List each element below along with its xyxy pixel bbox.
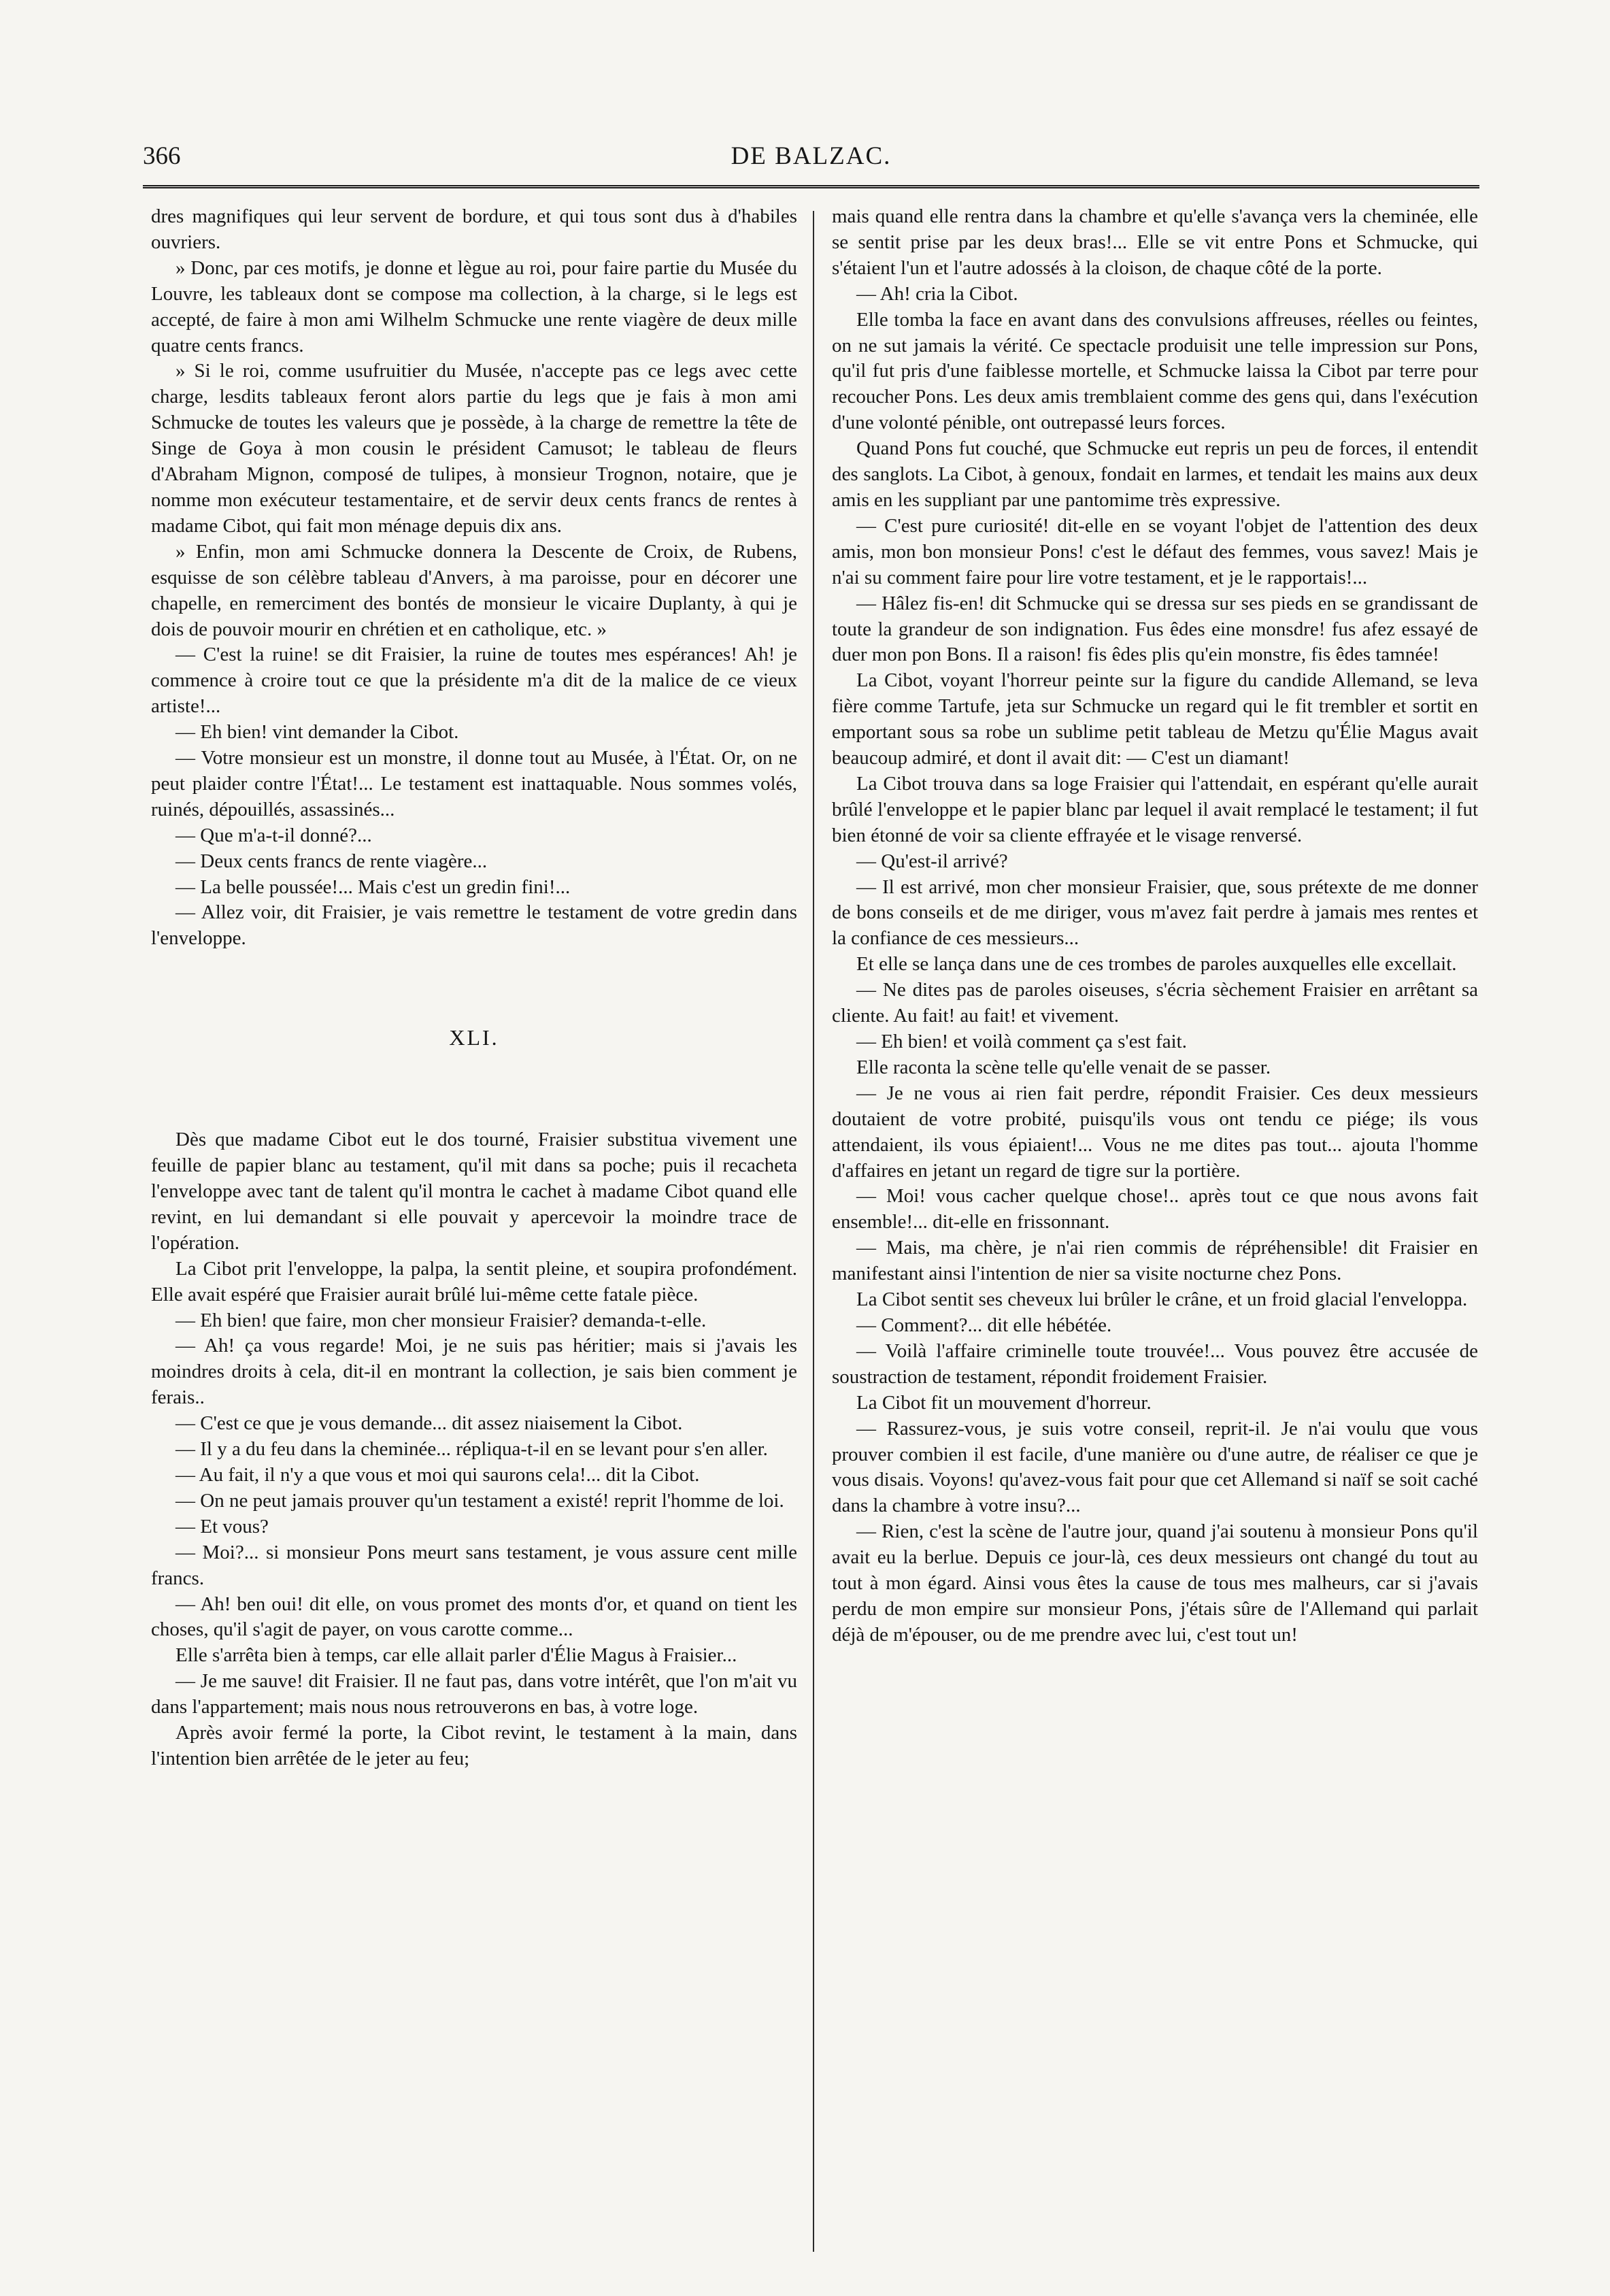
paragraph: — Eh bien! et voilà comment ça s'est fait. [856,1031,1187,1052]
paragraph: » Enfin, mon ami Schmucke donnera la Descente de Croix, de Rubens, esquisse de son célèbre tableau d'Anvers, à ma paroisse, pour en décorer une chapelle, en remerciment des bontés de monsieur le vicaire Duplanty, à qui je dois de pouvoir mourir en chrétien et en catholique, etc. » [151,540,797,640]
paragraph: — Votre monsieur est un monstre, il donne tout au Musée, à l'État. Or, on ne peut plaider contre l'État!... Le testament est inattaquable. Nous sommes volés, ruinés, dépouillés, assassinés... [151,747,797,820]
chapter-heading: XLI. [449,1025,499,1050]
paragraph: — Ah! cria la Cibot. [856,282,1018,305]
paragraph: Après avoir fermé la porte, la Cibot revint, le testament à la main, dans l'intention bien arrêtée de le jeter au feu; [151,1722,797,1769]
paragraph: Elle tomba la face en avant dans des convulsions affreuses, réelles ou feintes, on ne sut jamais la vérité. Ce spectacle produisit une telle impression sur Pons, qu'il fut pris d'une faiblesse mortelle, et Schmucke laissa la Cibot par terre pour recoucher Pons. Les deux amis tremblaient comme des gens qui, dans l'exécution d'une volonté pénible, ont outrepassé leurs forces. [832,308,1478,434]
paragraph: — Au fait, il n'y a que vous et moi qui saurons cela!... dit la Cibot. [175,1463,700,1486]
paragraph: Elle s'arrêta bien à temps, car elle allait parler d'Élie Magus à Fraisier... [175,1644,737,1667]
paragraph: — La belle poussée!... Mais c'est un gredin fini!... [175,876,571,898]
paragraph: Dès que madame Cibot eut le dos tourné, Fraisier substitua vivement une feuille de papier blanc au testament, qu'il mit dans sa poche; puis il recacheta l'enveloppe avec tant de talent qu'il montra le cachet à madame Cibot quand elle revint, en lui demandant si elle pouvait y apercevoir la moindre trace de l'opération. [151,1129,797,1254]
paragraph: — Moi! vous cacher quelque chose!.. après tout ce que nous avons fait ensemble!... dit-elle en frissonnant. [832,1185,1478,1233]
column-divider [813,211,814,2252]
paragraph: — Rien, c'est la scène de l'autre jour, quand j'ai soutenu à monsieur Pons qu'il avait eu la berlue. Depuis ce jour-là, ces deux messieurs ont changé du tout au tout à mon égard. Ainsi vous êtes la cause de tous mes malheurs, car si j'avais perdu de mon empire sur monsieur Pons, j'étais sûre de l'Allemand qui parlait déjà de m'épouser, ou de me prendre avec lui, c'est tout un! [832,1520,1478,1646]
paragraph: — C'est la ruine! se dit Fraisier, la ruine de toutes mes espérances! Ah! je commence à croire tout ce que la présidente m'a dit de la malice de ce vieux artiste!... [151,644,797,718]
page-header [143,142,1479,182]
paragraph: — C'est pure curiosité! dit-elle en se voyant l'objet de l'attention des deux amis, mon bon monsieur Pons! c'est le défaut des femmes, vous savez! Mais je n'ai su comment faire pour lire votre testament, et je le rapportais!... [832,514,1478,588]
paragraph: — Rassurez-vous, je suis votre conseil, reprit-il. Je n'ai voulu que vous prouver combien il est facile, d'une manière ou d'une autre, de réaliser ce que je vous disais. Voyons! qu'avez-vous fait pour que cet Allemand si naïf se soit caché dans la chambre à votre insu?... [832,1417,1478,1517]
paragraph: — Eh bien! vint demander la Cibot. [175,721,459,744]
paragraph: La Cibot sentit ses cheveux lui brûler le crâne, et un froid glacial l'enveloppa. [856,1288,1468,1311]
right-column [832,204,1478,1648]
paragraph: La Cibot, voyant l'horreur peinte sur la figure du candide Allemand, se leva fière comme Tartufe, jeta sur Schmucke un regard qui le fit trembler et sortit en emportant sous sa robe un sublime petit tableau de Metzu qu'Élie Magus avait beaucoup admiré, et dont il avait dit: — C'est un diamant! [832,669,1478,769]
paragraph: La Cibot fit un mouvement d'horreur. [856,1391,1152,1414]
paragraph: — Qu'est-il arrivé? [856,850,1008,872]
paragraph: — Je me sauve! dit Fraisier. Il ne faut pas, dans votre intérêt, que l'on m'ait vu dans l'appartement; mais nous nous retrouverons en bas, à votre loge. [151,1670,797,1718]
paragraph: dres magnifiques qui leur servent de bordure, et qui tous sont dus à d'habiles ouvriers. [151,205,797,253]
paragraph: — Moi?... si monsieur Pons meurt sans testament, je vous assure cent mille francs. [151,1541,797,1589]
page-number: 366 [143,142,181,170]
paragraph: » Si le roi, comme usufruitier du Musée, n'accepte pas ce legs avec cette charge, lesdits tableaux feront alors partie du legs que je fais à mon ami Schmucke de toutes les valeurs que je possède, à la charge de remettre la tête de Singe de Goya à mon cousin le président Camusot; le tableau de fleurs d'Abraham Mignon, composé de tulipes, à monsieur Trognon, notaire, que je nomme mon exécuteur testamentaire, et de servir deux cents francs de rentes à madame Cibot, qui fait mon ménage depuis dix ans. [151,360,797,537]
paragraph: Et elle se lança dans une de ces trombes de paroles auxquelles elle excellait. [856,953,1457,976]
paragraph: — Je ne vous ai rien fait perdre, répondit Fraisier. Ces deux messieurs doutaient de votre probité, puisqu'ils vous ont tendu ce piége; ils vous attendaient, ils vous épiaient!... Vous ne me dites pas tout... ajouta l'homme d'affaires en jetant un regard de tigre sur la portière. [832,1082,1478,1182]
running-title: DE BALZAC. [731,142,892,170]
paragraph: — Deux cents francs de rente viagère... [175,850,488,872]
paragraph: — Ah! ça vous regarde! Moi, je ne suis pas héritier; mais si j'avais les moindres droits à cela, dit-il en montrant la collection, je sais bien comment je ferais.. [151,1335,797,1409]
paragraph: — Que m'a-t-il donné?... [175,824,372,846]
paragraph: La Cibot trouva dans sa loge Fraisier qui l'attendait, en espérant qu'elle aurait brûlé l'enveloppe et le papier blanc par lequel il avait remplacé le testament; il fut bien étonné de voir sa cliente effrayée et le visage renversé. [832,772,1478,846]
paragraph: — Ah! ben oui! dit elle, on vous promet des monts d'or, et quand on tient les choses, qu'il s'agit de payer, on vous carotte comme... [151,1593,797,1641]
paragraph: — Il y a du feu dans la cheminée... répliqua-t-il en se levant pour s'en aller. [175,1438,768,1461]
paragraph: — Comment?... dit elle hébétée. [856,1314,1112,1336]
paragraph: — Eh bien! que faire, mon cher monsieur Fraisier? demanda-t-elle. [175,1309,707,1331]
paragraph: Quand Pons fut couché, que Schmucke eut repris un peu de forces, il entendit des sanglots. La Cibot, à genoux, fondait en larmes, et tendait les mains aux deux amis en les suppliant par une pantomime très expressive. [832,437,1478,511]
paragraph: La Cibot prit l'enveloppe, la palpa, la sentit pleine, et soupira profondément. Elle avait espéré que Fraisier aurait brûlé lui-même cette fatale pièce. [151,1257,797,1305]
left-column [151,204,797,1772]
paragraph: » Donc, par ces motifs, je donne et lègue au roi, pour faire partie du Musée du Louvre, les tableaux dont se compose ma collection, à la charge, si le legs est accepté, de faire à mon ami Wilhelm Schmucke une rente viagère de deux mille quatre cents francs. [151,256,797,356]
paragraph: — Allez voir, dit Fraisier, je vais remettre le testament de votre gredin dans l'enveloppe. [151,901,797,950]
paragraph: — C'est ce que je vous demande... dit assez niaisement la Cibot. [175,1412,683,1435]
paragraph: — Hâlez fis-en! dit Schmucke qui se dressa sur ses pieds en se grandissant de toute la grandeur de son indignation. Fus êdes eine monsdre! fus afez essayé de duer mon pon Bons. Il a raison! fis êdes plis qu'ein monstre, fis êdes tamnée! [832,592,1478,666]
paragraph: — On ne peut jamais prouver qu'un testament a existé! reprit l'homme de loi. [175,1489,784,1512]
paragraph: Elle raconta la scène telle qu'elle venait de se passer. [856,1056,1271,1078]
paragraph: — Mais, ma chère, je n'ai rien commis de répréhensible! dit Fraisier en manifestant ainsi l'intention de nier sa visite nocturne chez Pons. [832,1237,1478,1285]
paragraph: — Et vous? [175,1515,269,1537]
paragraph: — Il est arrivé, mon cher monsieur Fraisier, que, sous prétexte de me donner de bons conseils et de me diriger, vous m'avez fait perdre à jamais mes rentes et la confiance de ces messieurs... [832,876,1478,950]
paragraph: mais quand elle rentra dans la chambre et qu'elle s'avança vers la cheminée, elle se sentit prise par les deux bras!... Elle se vit entre Pons et Schmucke, qui s'étaient l'un et l'autre adossés à la cloison, de chaque côté de la porte. [832,205,1478,279]
paragraph: — Ne dites pas de paroles oiseuses, s'écria sèchement Fraisier en arrêtant sa cliente. Au fait! au fait! et vivement. [832,979,1478,1027]
paragraph: — Voilà l'affaire criminelle toute trouvée!... Vous pouvez être accusée de soustraction de testament, répondit froidement Fraisier. [832,1340,1478,1388]
header-rule [143,185,1479,188]
